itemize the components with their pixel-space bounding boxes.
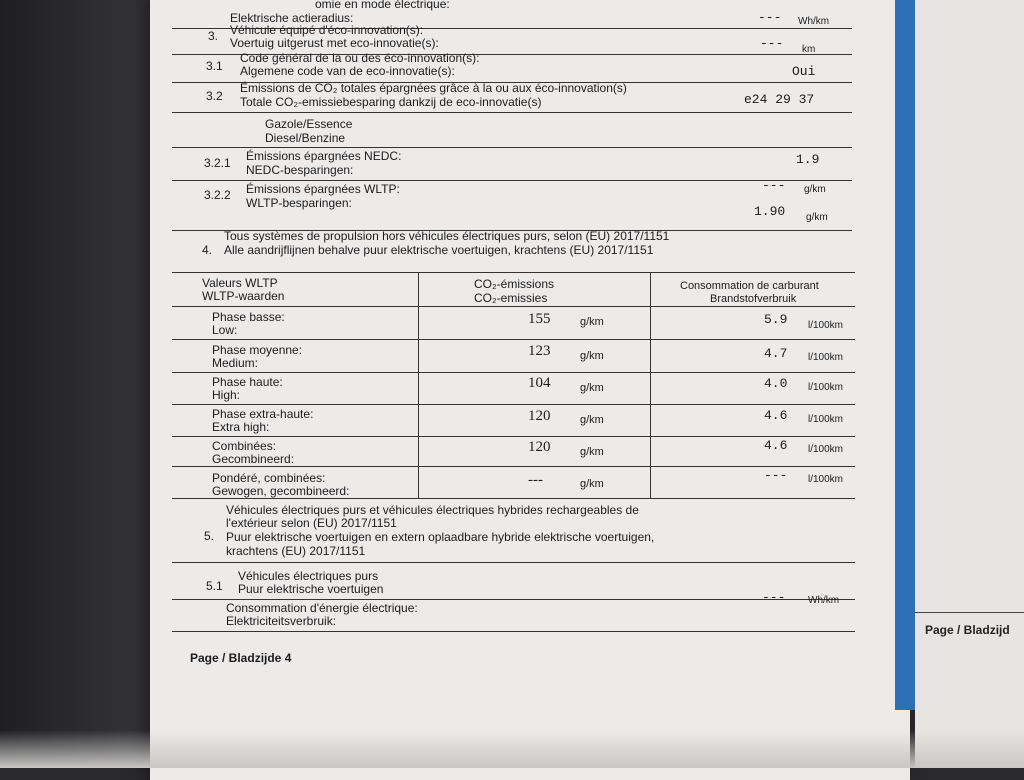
next-page-number: Page / Bladzijd: [925, 623, 1010, 637]
header-co2-nl: CO₂-emissies: [474, 291, 548, 305]
fuel-value: 4.6: [764, 408, 788, 423]
consumption-label-fr: Consommation d'énergie électrique:: [226, 601, 418, 615]
row-divider: [172, 466, 855, 467]
section-title-fr: Tous systèmes de propulsion hors véhicules électriques purs, selon (EU) 2017/1151: [224, 229, 670, 243]
co2-value: 155: [528, 311, 551, 327]
fuel-value: ---: [764, 468, 788, 483]
row-value: 1.90: [754, 204, 786, 219]
row-label-nl: Totale CO₂-emissiebesparing dankzij de eco-innovatie(s): [240, 95, 542, 109]
consumption-value: ---: [762, 590, 786, 605]
row-label-fr: Véhicule équipé d'éco-innovation(s):: [230, 23, 424, 37]
row-number: 3.2: [206, 89, 223, 103]
co2-value: 120: [528, 408, 551, 424]
row-label-fr: Émissions de CO₂ totales épargnées grâce à la ou aux éco-innovation(s): [240, 81, 627, 95]
section-number: 4.: [202, 243, 213, 257]
phase-label-nl: High:: [212, 388, 241, 402]
row-unit-a: g/km: [804, 184, 826, 195]
fuel-unit: l/100km: [808, 320, 844, 331]
phase-label-fr: Combinées:: [212, 439, 277, 453]
row-divider: [172, 436, 855, 437]
header-divider: [172, 306, 855, 307]
phase-label-nl: Medium:: [212, 356, 259, 370]
row-divider: [172, 599, 855, 600]
co2-unit: g/km: [580, 350, 604, 362]
row-label-fr: Émissions épargnées WLTP:: [246, 182, 400, 196]
row-divider: [172, 339, 855, 340]
row-divider: [172, 562, 855, 563]
section-text: krachtens (EU) 2017/1151: [226, 544, 366, 558]
co2-unit: g/km: [580, 414, 604, 426]
fuel-value: 4.6: [764, 438, 788, 453]
row-divider: [172, 631, 855, 632]
row-divider: [172, 147, 852, 148]
phase-label-fr: Phase basse:: [212, 310, 285, 324]
row-number: 3.: [208, 29, 219, 43]
row-label-nl: WLTP-besparingen:: [246, 196, 352, 210]
header-co2-fr: CO₂-émissions: [474, 277, 555, 291]
consumption-label-nl: Elektriciteitsverbruik:: [226, 614, 337, 628]
row-unit: g/km: [806, 212, 828, 223]
co2-unit: g/km: [580, 316, 604, 328]
row-divider: [172, 404, 855, 405]
row-label-fr: omie en mode électrique:: [315, 0, 450, 11]
co2-value: ---: [528, 472, 543, 488]
row-label-fr: Émissions épargnées NEDC:: [246, 149, 402, 163]
row-label-fr: Code général de la ou des éco-innovation(s):: [240, 51, 480, 65]
section-label-nl: Puur elektrische voertuigen: [238, 582, 384, 596]
section-title-nl: Alle aandrijflijnen behalve puur elektrische voertuigen, krachtens (EU) 2017/1151: [224, 243, 654, 257]
section-text: Véhicules électriques purs et véhicules électriques hybrides rechargeables de: [226, 503, 639, 517]
section-number: 5.: [204, 529, 215, 543]
row-value-a: ---: [762, 178, 786, 193]
document-page: [150, 0, 910, 780]
row-value: ---: [758, 10, 782, 25]
phase-label-fr: Phase moyenne:: [212, 343, 303, 357]
row-number: 3.2.2: [204, 188, 231, 202]
fuel-unit: l/100km: [808, 382, 844, 393]
fuel-value: 4.0: [764, 376, 788, 391]
row-value: 1.9: [796, 152, 820, 167]
row-divider: [172, 180, 852, 181]
co2-unit: g/km: [580, 382, 604, 394]
row-divider: [172, 112, 852, 113]
row-label-nl: Algemene code van de eco-innovatie(s):: [240, 64, 455, 78]
fuel-unit: l/100km: [808, 444, 844, 455]
row-label-nl: NEDC-besparingen:: [246, 163, 354, 177]
phase-label-nl: Extra high:: [212, 420, 270, 434]
co2-value: 120: [528, 439, 551, 455]
row-number: 3.1: [206, 59, 223, 73]
header-fuel-nl: Brandstofverbruik: [710, 293, 797, 305]
row-value: Oui: [792, 64, 816, 79]
fuel-unit: l/100km: [808, 474, 844, 485]
next-page: [915, 0, 1024, 768]
co2-unit: g/km: [580, 478, 604, 490]
next-page-divider: [915, 612, 1024, 613]
row-divider: [172, 372, 855, 373]
phase-label-nl: Gecombineerd:: [212, 452, 295, 466]
row-unit: km: [802, 44, 816, 55]
fuel-unit: l/100km: [808, 414, 844, 425]
header-values-fr: Valeurs WLTP: [202, 276, 278, 290]
fuel-value: 5.9: [764, 312, 788, 327]
fuel-label-fr: Gazole/Essence: [265, 117, 353, 131]
section-text: Puur elektrische voertuigen en extern oplaadbare hybride elektrische voertuigen,: [226, 530, 655, 544]
paper-shadow: [0, 730, 1024, 768]
row-label-nl: Voertuig uitgerust met eco-innovatie(s):: [230, 36, 439, 50]
phase-label-nl: Gewogen, gecombineerd:: [212, 484, 350, 498]
phase-label-fr: Pondéré, combinées:: [212, 471, 326, 485]
table-bottom-border: [172, 498, 855, 499]
phase-label-nl: Low:: [212, 323, 238, 337]
section-number: 5.1: [206, 579, 223, 593]
header-fuel-fr: Consommation de carburant: [680, 280, 819, 292]
consumption-unit: Wh/km: [808, 595, 840, 606]
page-number: Page / Bladzijde 4: [190, 651, 292, 665]
co2-value: 123: [528, 343, 551, 359]
co2-value: 104: [528, 375, 551, 391]
co2-unit: g/km: [580, 446, 604, 458]
table-top-border: [172, 272, 855, 273]
fuel-value: 4.7: [764, 346, 788, 361]
fuel-unit: l/100km: [808, 352, 844, 363]
row-value: e24 29 37: [744, 92, 815, 107]
blue-edge-stripe: [895, 0, 915, 710]
row-unit: Wh/km: [798, 16, 830, 27]
section-text: l'extérieur selon (EU) 2017/1151: [226, 516, 397, 530]
phase-label-fr: Phase haute:: [212, 375, 283, 389]
row-value: ---: [760, 36, 784, 51]
header-values-nl: WLTP-waarden: [202, 289, 285, 303]
row-label-nl: Elektrische actieradius:: [230, 11, 354, 25]
fuel-label-nl: Diesel/Benzine: [265, 131, 346, 145]
section-label-fr: Véhicules électriques purs: [238, 569, 379, 583]
phase-label-fr: Phase extra-haute:: [212, 407, 314, 421]
row-number: 3.2.1: [204, 156, 231, 170]
